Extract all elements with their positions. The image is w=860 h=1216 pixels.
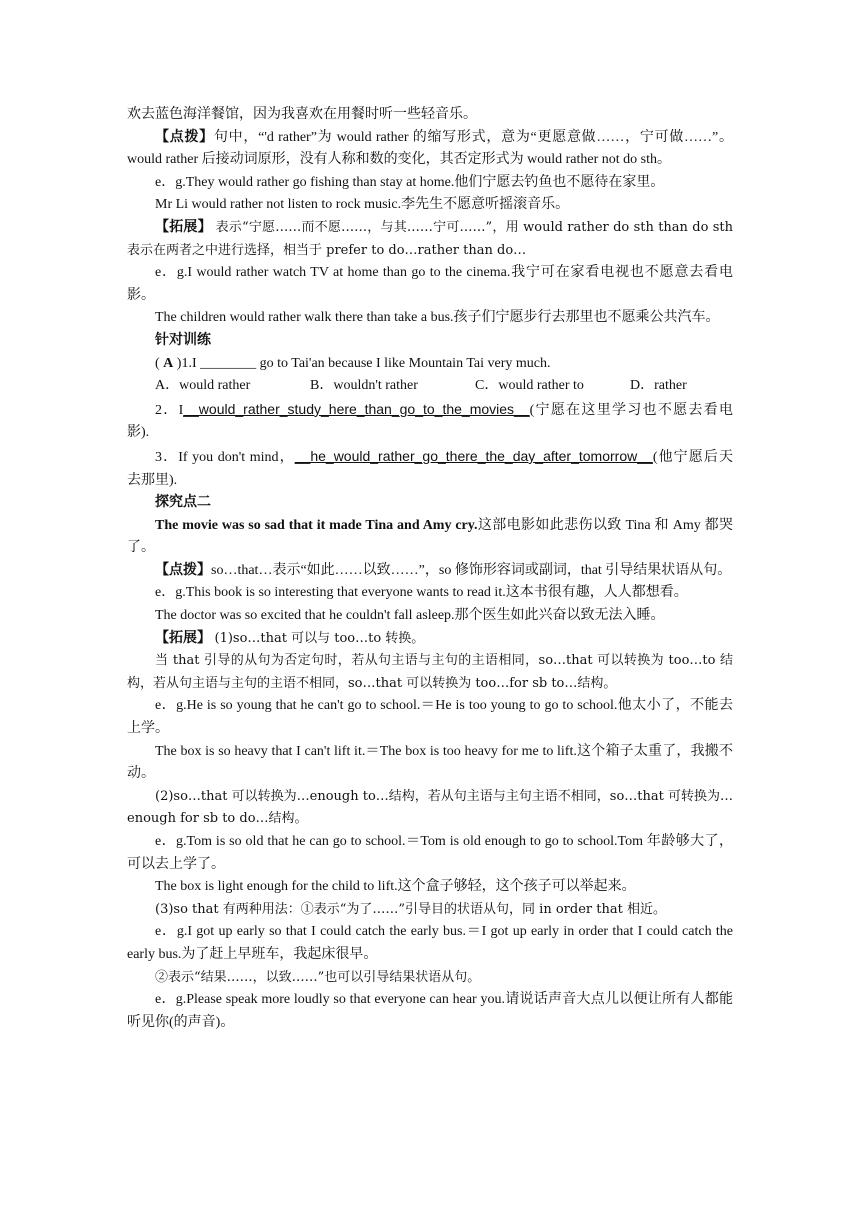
q2-prefix: 2．I bbox=[155, 402, 184, 418]
rule-text: ②表示“结果……，以致……”也可以引导结果状语从句。 bbox=[155, 969, 481, 985]
key-sentence-cn: 这部电影如此悲伤以致 Tina 和 Amy 都哭了。 bbox=[127, 517, 733, 556]
question-2 bbox=[127, 398, 733, 445]
q1-text: )1.I ________ go to Tai'an because I like Mountain Tai very much. bbox=[173, 355, 551, 371]
example-sentence: The box is light enough for the child to lift.这个盒子够轻，这个孩子可以举起来。 bbox=[155, 879, 636, 895]
extension-text: 表示“宁愿……而不愿……，与其……宁可……”，用 would rather do sth than do sth 表示在两者之中进行选择，相当于 prefer to do…rather than do… bbox=[127, 219, 734, 258]
example-sentence: e．g.I would rather watch TV at home than go to the cinema.我宁可在家看电视也不愿意去看电影。 bbox=[127, 265, 733, 303]
q1-answer: A bbox=[163, 355, 174, 371]
extension-paragraph bbox=[127, 628, 733, 651]
rule-text: (2)so…that 可以转换为…enough to…结构，若从句主语与主句主语不相同，so…that 可转换为…enough for sb to do…结构。 bbox=[127, 788, 733, 827]
option-a: A．would rather bbox=[155, 378, 251, 394]
extension-tag: 【拓展】 bbox=[155, 219, 212, 235]
q2-answer: __would_rather_study_here_than_go_to_the_movies__ bbox=[183, 400, 530, 417]
extension-paragraph bbox=[127, 217, 733, 262]
q3-suffix: (他宁愿后天去那里). bbox=[127, 449, 734, 488]
q2-suffix: (宁愿在这里学习也不愿去看电影). bbox=[127, 402, 733, 441]
example-sentence: e．g.Please speak more loudly so that everyone can hear you.请说话声音大点儿以便让所有人都能听见你(的声音)。 bbox=[127, 992, 733, 1030]
key-sentence bbox=[127, 515, 733, 560]
example-sentence: The children would rather walk there than take a bus.孩子们宁愿步行去那里也不愿乘公共汽车。 bbox=[155, 310, 720, 326]
question-3 bbox=[127, 445, 733, 492]
key-sentence-en: The movie was so sad that it made Tina and Amy cry. bbox=[155, 517, 478, 533]
option-b: B．wouldn't rather bbox=[310, 378, 418, 394]
example-sentence: The doctor was so excited that he couldn't fall asleep.那个医生如此兴奋以致无法入睡。 bbox=[155, 608, 665, 624]
tip-tag: 【点拨】 bbox=[155, 129, 214, 145]
tip-text: 句中，“'d rather”为 would rather 的缩写形式，意为“更愿意做……，宁可做……”。would rather 后接动词原形，没有人称和数的变化，其否定形式为 would rather not do sth。 bbox=[127, 129, 733, 168]
q1-open: ( bbox=[155, 355, 164, 371]
example-sentence: e．g.This book is so interesting that everyone wants to read it.这本书很有趣，人人都想看。 bbox=[155, 585, 688, 601]
option-c: C．would rather to bbox=[475, 378, 584, 394]
practice-title: 针对训练 bbox=[155, 332, 211, 348]
tip-paragraph bbox=[127, 127, 733, 172]
example-sentence: Mr Li would rather not listen to rock music.李先生不愿意听摇滚音乐。 bbox=[155, 197, 570, 213]
extension-tag: 【拓展】 bbox=[155, 630, 211, 646]
q3-answer: __he_would_rather_go_there_the_day_after_tomorrow__ bbox=[294, 447, 653, 464]
tip-text: so…that…表示“如此……以致……”，so 修饰形容词或副词，that 引导结果状语从句。 bbox=[211, 562, 732, 578]
example-sentence: e．g.I got up early so that I could catch the early bus.＝I got up early in order that I could catch the early bus.为了赶上早班车，我起床很早。 bbox=[127, 924, 733, 962]
rule-text: 当 that 引导的从句为否定句时，若从句主语与主句的主语相同，so…that 可以转换为 too…to 结构，若从句主语与主句的主语不相同，so…that 可以转换为 too…for sb to…结构。 bbox=[127, 653, 733, 691]
option-d: D．rather bbox=[630, 378, 687, 394]
question-1 bbox=[127, 353, 733, 376]
document-page bbox=[127, 104, 733, 1034]
tip-tag: 【点拨】 bbox=[155, 562, 211, 578]
text-line: 欢去蓝色海洋餐馆，因为我喜欢在用餐时听一些轻音乐。 bbox=[127, 107, 477, 122]
tip-paragraph bbox=[127, 560, 733, 583]
q1-options bbox=[127, 375, 733, 398]
example-sentence: e．g.He is so young that he can't go to school.＝He is too young to go to school.他太小了，不能去上学。 bbox=[127, 698, 733, 737]
example-sentence: e．g.Tom is so old that he can go to school.＝Tom is old enough to go to school.Tom 年龄够大了，可以去上学了。 bbox=[127, 834, 733, 872]
q3-prefix: 3．If you don't mind， bbox=[155, 449, 295, 465]
section-title: 探究点二 bbox=[155, 495, 211, 511]
extension-text: (1)so…that 可以与 too…to 转换。 bbox=[214, 630, 425, 646]
example-sentence: e．g.They would rather go fishing than stay at home.他们宁愿去钓鱼也不愿待在家里。 bbox=[155, 174, 665, 190]
example-sentence: The box is so heavy that I can't lift it.＝The box is too heavy for me to lift.这个箱子太重了，我搬不动。 bbox=[127, 743, 733, 782]
rule-text: (3)so that 有两种用法：①表示“为了……”引导目的状语从句，同 in order that 相近。 bbox=[155, 901, 666, 917]
